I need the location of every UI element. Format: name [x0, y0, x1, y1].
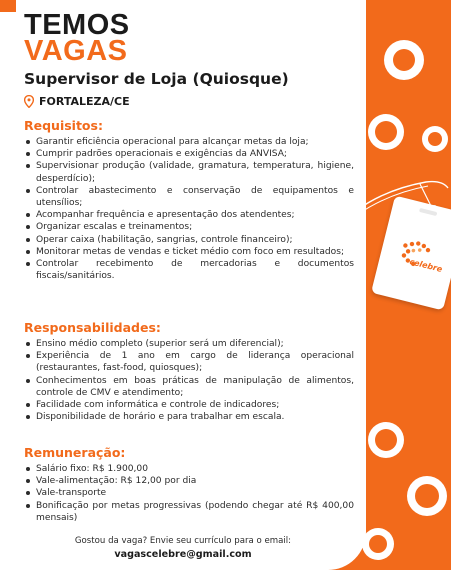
list-item: Monitorar metas de vendas e ticket médio com foco em resultados; — [24, 246, 354, 258]
ring-decoration — [362, 528, 394, 560]
ring-decoration — [368, 114, 404, 150]
list-item: Facilidade com informática e controle de indicadores; — [24, 399, 354, 411]
section-title-requisitos: Requisitos: — [24, 118, 103, 133]
list-item: Vale-transporte — [24, 487, 354, 499]
list-item: Controlar recebimento de mercadorias e documentos fiscais/sanitários. — [24, 258, 354, 282]
remuneracao-list — [24, 463, 354, 524]
job-location — [24, 95, 130, 108]
headline-temos: TEMOS — [24, 9, 130, 41]
headline-vagas: VAGAS — [24, 35, 128, 67]
ring-decoration — [384, 40, 424, 80]
ring-decoration — [422, 126, 448, 152]
list-item: Bonificação por metas progressivas (podendo chegar até R$ 400,00 mensais) — [24, 500, 354, 524]
responsabilidades-list — [24, 338, 354, 423]
location-pin-icon — [24, 95, 34, 108]
list-item: Salário fixo: R$ 1.900,00 — [24, 463, 354, 475]
list-item: Operar caixa (habilitação, sangrias, controle financeiro); — [24, 234, 354, 246]
section-title-responsabilidades: Responsabilidades: — [24, 320, 161, 335]
badge-slot — [419, 208, 437, 216]
list-item: Experiência de 1 ano em cargo de liderança operacional (restaurantes, fast-food, quiosques); — [24, 350, 354, 374]
list-item: Ensino médio completo (superior será um diferencial); — [24, 338, 354, 350]
location-text: FORTALEZA/CE — [39, 95, 130, 108]
list-item: Organizar escalas e treinamentos; — [24, 221, 354, 233]
footer-prompt: Gostou da vaga? Envie seu currículo para o email: — [74, 536, 292, 546]
list-item: Acompanhar frequência e apresentação dos atendentes; — [24, 209, 354, 221]
celebre-logo-icon — [386, 230, 451, 281]
list-item: Cumprir padrões operacionais e exigências da ANVISA; — [24, 148, 354, 160]
list-item: Garantir eficiência operacional para alcançar metas da loja; — [24, 136, 354, 148]
list-item: Vale-alimentação: R$ 12,00 por dia — [24, 475, 354, 487]
list-item: Controlar abastecimento e conservação de equipamentos e utensílios; — [24, 185, 354, 209]
list-item: Conhecimentos em boas práticas de manipulação de alimentos, controle de CMV e atendimento; — [24, 375, 354, 399]
footer-email[interactable]: vagascelebre@gmail.com — [114, 549, 252, 560]
list-item: Supervisionar produção (validade, gramatura, temperatura, higiene, desperdício); — [24, 160, 354, 184]
ring-decoration — [368, 422, 404, 458]
job-title: Supervisor de Loja (Quiosque) — [24, 70, 289, 88]
ring-decoration — [407, 476, 447, 516]
badge-brand: celebre — [408, 257, 444, 274]
requisitos-list — [24, 136, 354, 282]
section-title-remuneracao: Remuneração: — [24, 445, 126, 460]
list-item: Disponibilidade de horário e para trabalhar em escala. — [24, 411, 354, 423]
